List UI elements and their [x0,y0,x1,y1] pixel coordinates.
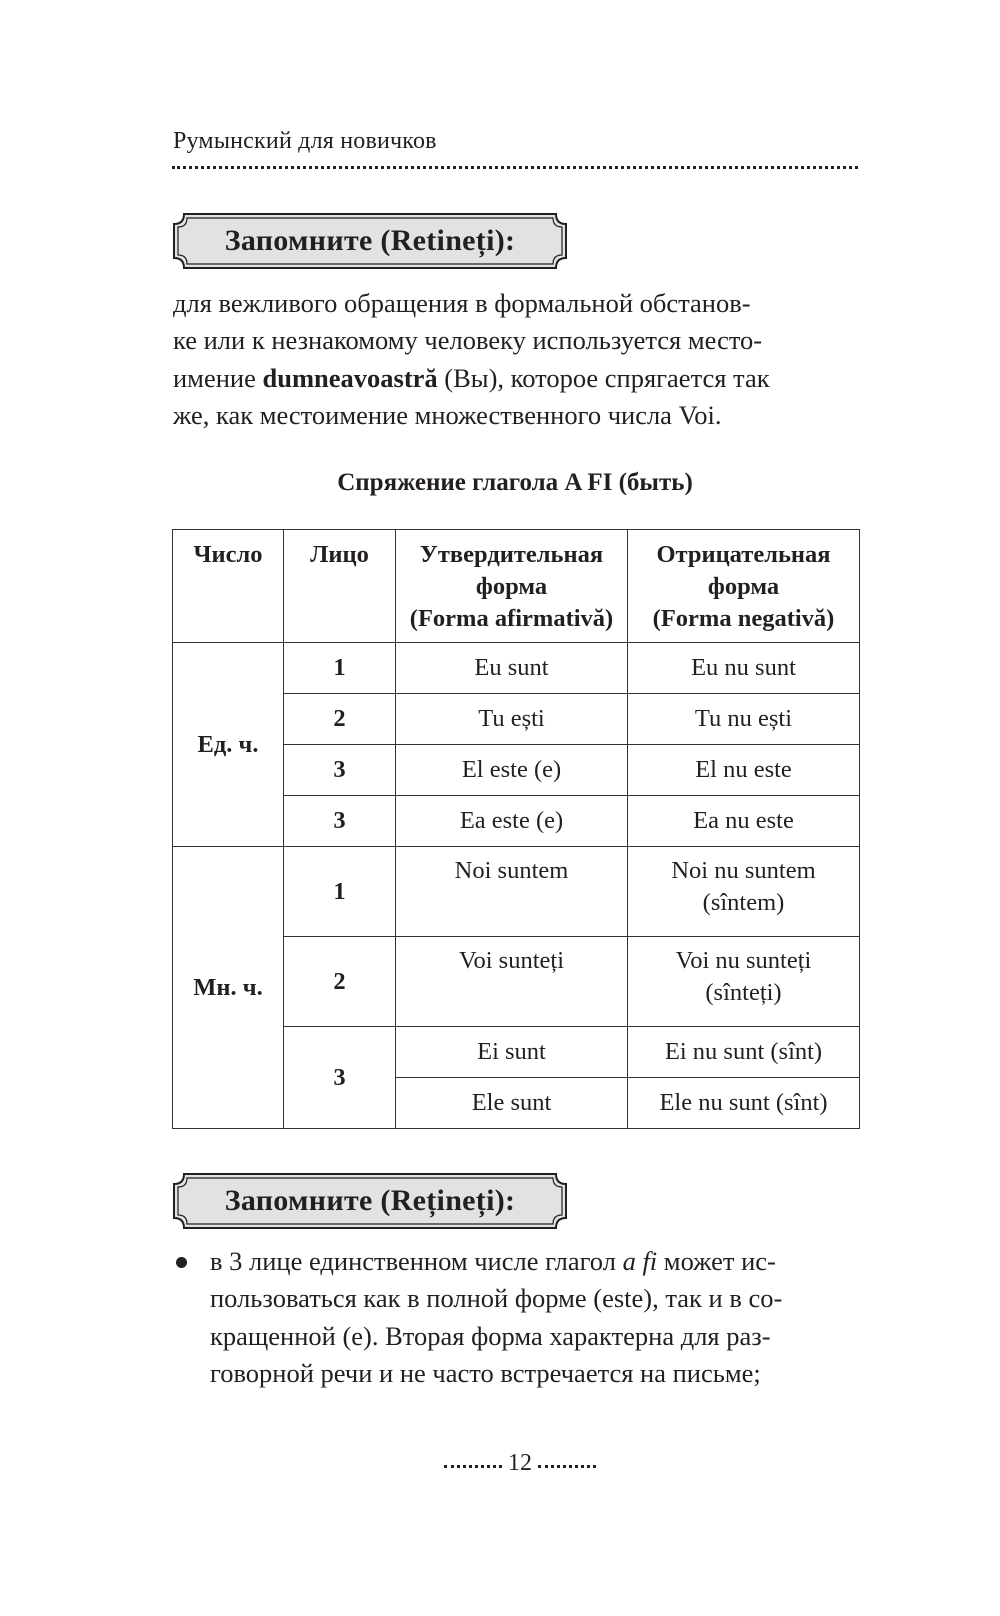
list-line: кращенной (e). Вторая форма характерна для раз- [210,1320,771,1351]
cell-person: 3 [284,796,396,847]
cell-line: Noi nu suntem [671,857,816,884]
page-footer [420,1450,620,1477]
dotted-leader-right [538,1465,596,1468]
dotted-leader-left [444,1465,502,1468]
header-line: форма [707,573,780,600]
list-line [210,1243,861,1280]
paragraph-line [173,360,861,397]
cell-affirmative: Ea este (e) [396,796,628,847]
bold-term: dumneavoastră [262,362,438,393]
cell-negative: Ei nu sunt (sînt) [628,1027,860,1078]
text-span: (Вы), которое спрягается так [437,362,770,393]
bullet-icon [176,1257,187,1268]
conjugation-table [172,529,860,1129]
cell-person: 1 [284,643,396,694]
header-dotted-rule [172,166,858,169]
cell-negative: Ea nu este [628,796,860,847]
cell-negative [628,847,860,937]
table-row [173,643,860,694]
cell-line: Voi nu sunteți [675,947,812,974]
header-line: Утвердительная [419,541,604,568]
header-negative [628,530,860,643]
cell-person: 2 [284,937,396,1027]
cell-line: (sînteți) [705,979,782,1006]
page-number: 12 [508,1450,532,1476]
paragraph-line: ке или к незнакомому человеку используется место- [173,325,763,356]
paragraph-line: же, как местоимение множественного числа Voi. [173,399,722,430]
text-span: имение [173,362,263,393]
cell-negative: Tu nu ești [628,694,860,745]
cell-affirmative: Ei sunt [396,1027,628,1078]
callout-label: Запомните (Rețineți): [224,1184,516,1217]
list-line: говорной речи и не часто встречается на письме; [210,1357,761,1388]
intro-paragraph [173,285,861,434]
cell-person: 3 [284,1027,396,1129]
header-affirmative [396,530,628,643]
cell-negative: El nu este [628,745,860,796]
cell-affirmative: Tu ești [396,694,628,745]
cell-negative: Eu nu sunt [628,643,860,694]
notes-list [173,1243,861,1392]
callout-plaque-2 [172,1172,568,1230]
header-line: форма [475,573,548,600]
cell-affirmative: Eu sunt [396,643,628,694]
cell-affirmative: Noi suntem [396,847,628,937]
header-line: (Forma negativă) [652,605,835,632]
cell-affirmative: El este (e) [396,745,628,796]
callout-plaque-1 [172,212,568,270]
table-header-row [173,530,860,643]
group-plural: Мн. ч. [173,847,284,1129]
header-line: (Forma afirmativă) [409,605,614,632]
paragraph-line: для вежливого обращения в формальной обстанов- [173,288,751,318]
list-line: пользоваться как в полной форме (este), так и в со- [210,1283,783,1314]
running-header-title: Румынский для новичков [173,128,437,154]
cell-negative: Ele nu sunt (sînt) [628,1078,860,1129]
header-line: Отрицательная [656,541,831,568]
text-span: в 3 лице единственном числе глагол [210,1246,623,1276]
callout-label: Запомните (Retineți): [224,224,516,257]
text-span: может ис- [657,1246,776,1276]
cell-person: 3 [284,745,396,796]
table-row [173,847,860,937]
table-title: Спряжение глагола A FI (быть) [337,469,693,496]
cell-person: 2 [284,694,396,745]
cell-affirmative: Ele sunt [396,1078,628,1129]
cell-negative [628,937,860,1027]
header-number: Число [173,530,284,643]
cell-person: 1 [284,847,396,937]
italic-term: a fi [622,1246,658,1276]
group-singular: Ед. ч. [173,643,284,847]
list-item [173,1243,861,1392]
header-person: Лицо [284,530,396,643]
cell-affirmative: Voi sunteți [396,937,628,1027]
cell-line: (sîntem) [702,889,785,916]
